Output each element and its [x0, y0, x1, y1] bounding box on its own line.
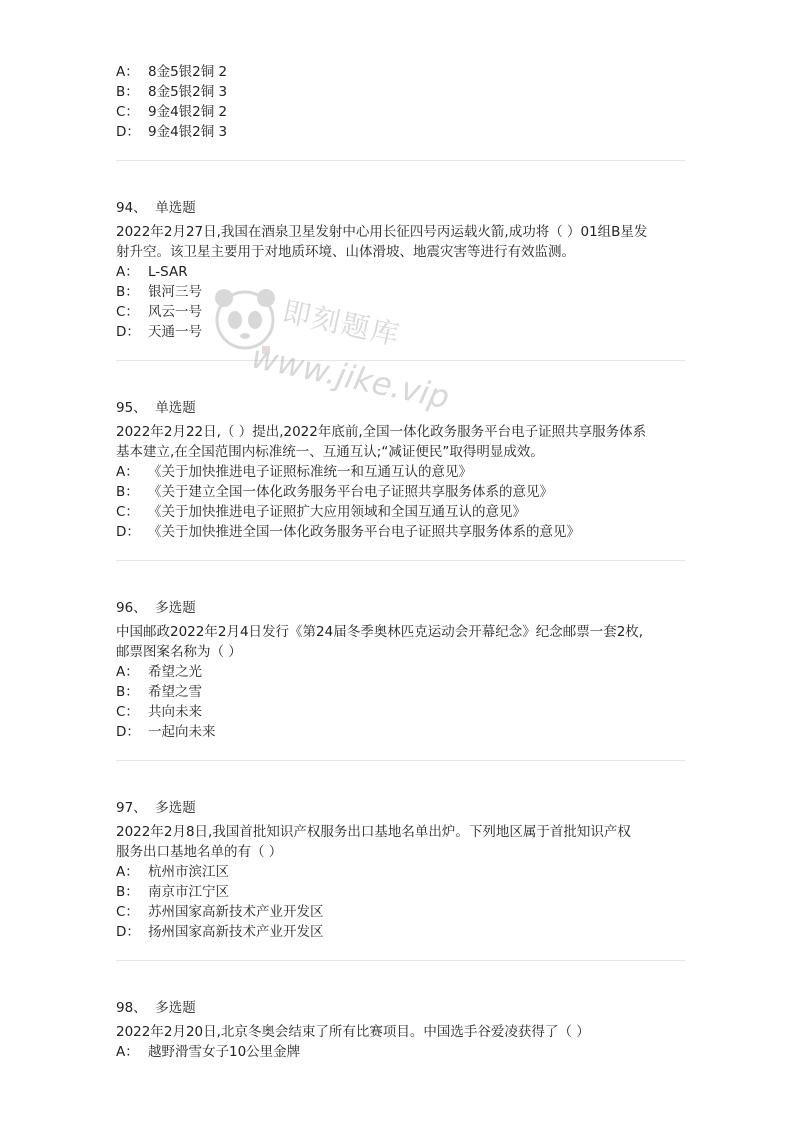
option-d[interactable]: D： 9金4银2铜 3 [116, 124, 228, 140]
question-header: 96、 多选题 [116, 600, 196, 616]
option-d[interactable]: D： 《关于加快推进全国一体化政务服务平台电子证照共享服务体系的意见》 [116, 524, 580, 540]
option-a[interactable]: A： 《关于加快推进电子证照标准统一和互通互认的意见》 [116, 464, 472, 480]
option-a[interactable]: A： 希望之光 [116, 664, 202, 680]
option-a[interactable]: A： L-SAR [116, 264, 188, 280]
question-97 [116, 798, 686, 942]
question-96 [116, 598, 686, 742]
option-d[interactable]: D： 一起向未来 [116, 724, 216, 740]
option-a[interactable]: A： 杭州市滨江区 [116, 864, 229, 880]
divider [116, 560, 686, 561]
question-header: 94、 单选题 [116, 200, 196, 216]
option-c[interactable]: C： 风云一号 [116, 304, 202, 320]
option-b[interactable]: B： 银河三号 [116, 284, 202, 300]
question-stem: 邮票图案名称为（ ） [116, 644, 242, 660]
question-95 [116, 398, 686, 542]
option-c[interactable]: C： 苏州国家高新技术产业开发区 [116, 904, 324, 920]
question-stem: 2022年2月8日,我国首批知识产权服务出口基地名单出炉。下列地区属于首批知识产权 [116, 824, 631, 840]
watermark-url: www.jike.vip [248, 337, 453, 417]
divider [116, 960, 686, 961]
question-stem: 2022年2月20日,北京冬奥会结束了所有比赛项目。中国选手谷爱凌获得了（ ） [116, 1024, 590, 1040]
question-stem: 2022年2月22日,（ ）提出,2022年底前,全国一体化政务服务平台电子证照共享服务体系 [116, 424, 647, 440]
question-stem: 射升空。该卫星主要用于对地质环境、山体滑坡、地震灾害等进行有效监测。 [116, 244, 575, 260]
question-stem: 基本建立,在全国范围内标准统一、互通互认;“减证便民”取得明显成效。 [116, 444, 544, 460]
question-stem: 服务出口基地名单的有（ ） [116, 844, 283, 860]
option-b[interactable]: B： 《关于建立全国一体化政务服务平台电子证照共享服务体系的意见》 [116, 484, 553, 500]
option-a[interactable]: A： 8金5银2铜 2 [116, 64, 228, 80]
option-b[interactable]: B： 希望之雪 [116, 684, 202, 700]
divider [116, 160, 686, 161]
question-stem: 中国邮政2022年2月4日发行《第24届冬季奥林匹克运动会开幕纪念》纪念邮票一套2枚, [116, 624, 644, 640]
question-header: 95、 单选题 [116, 400, 196, 416]
question-stem: 2022年2月27日,我国在酒泉卫星发射中心用长征四号丙运载火箭,成功将（ ）01组B星发 [116, 224, 648, 240]
option-b[interactable]: B： 南京市江宁区 [116, 884, 229, 900]
option-c[interactable]: C： 9金4银2铜 2 [116, 104, 228, 120]
question-93 [116, 62, 686, 142]
question-header: 97、 多选题 [116, 800, 196, 816]
question-header: 98、 多选题 [116, 1000, 196, 1016]
question-98 [116, 998, 686, 1062]
option-c[interactable]: C： 《关于加快推进电子证照扩大应用领域和全国互通互认的意见》 [116, 504, 526, 520]
option-c[interactable]: C： 共向未来 [116, 704, 202, 720]
divider [116, 360, 686, 361]
option-b[interactable]: B： 8金5银2铜 3 [116, 84, 228, 100]
question-94 [116, 198, 686, 342]
option-d[interactable]: D： 天通一号 [116, 324, 202, 340]
divider [116, 760, 686, 761]
option-d[interactable]: D： 扬州国家高新技术产业开发区 [116, 924, 324, 940]
watermark-brand: 即刻题库 [279, 294, 404, 353]
option-a[interactable]: A： 越野滑雪女子10公里金牌 [116, 1044, 301, 1060]
